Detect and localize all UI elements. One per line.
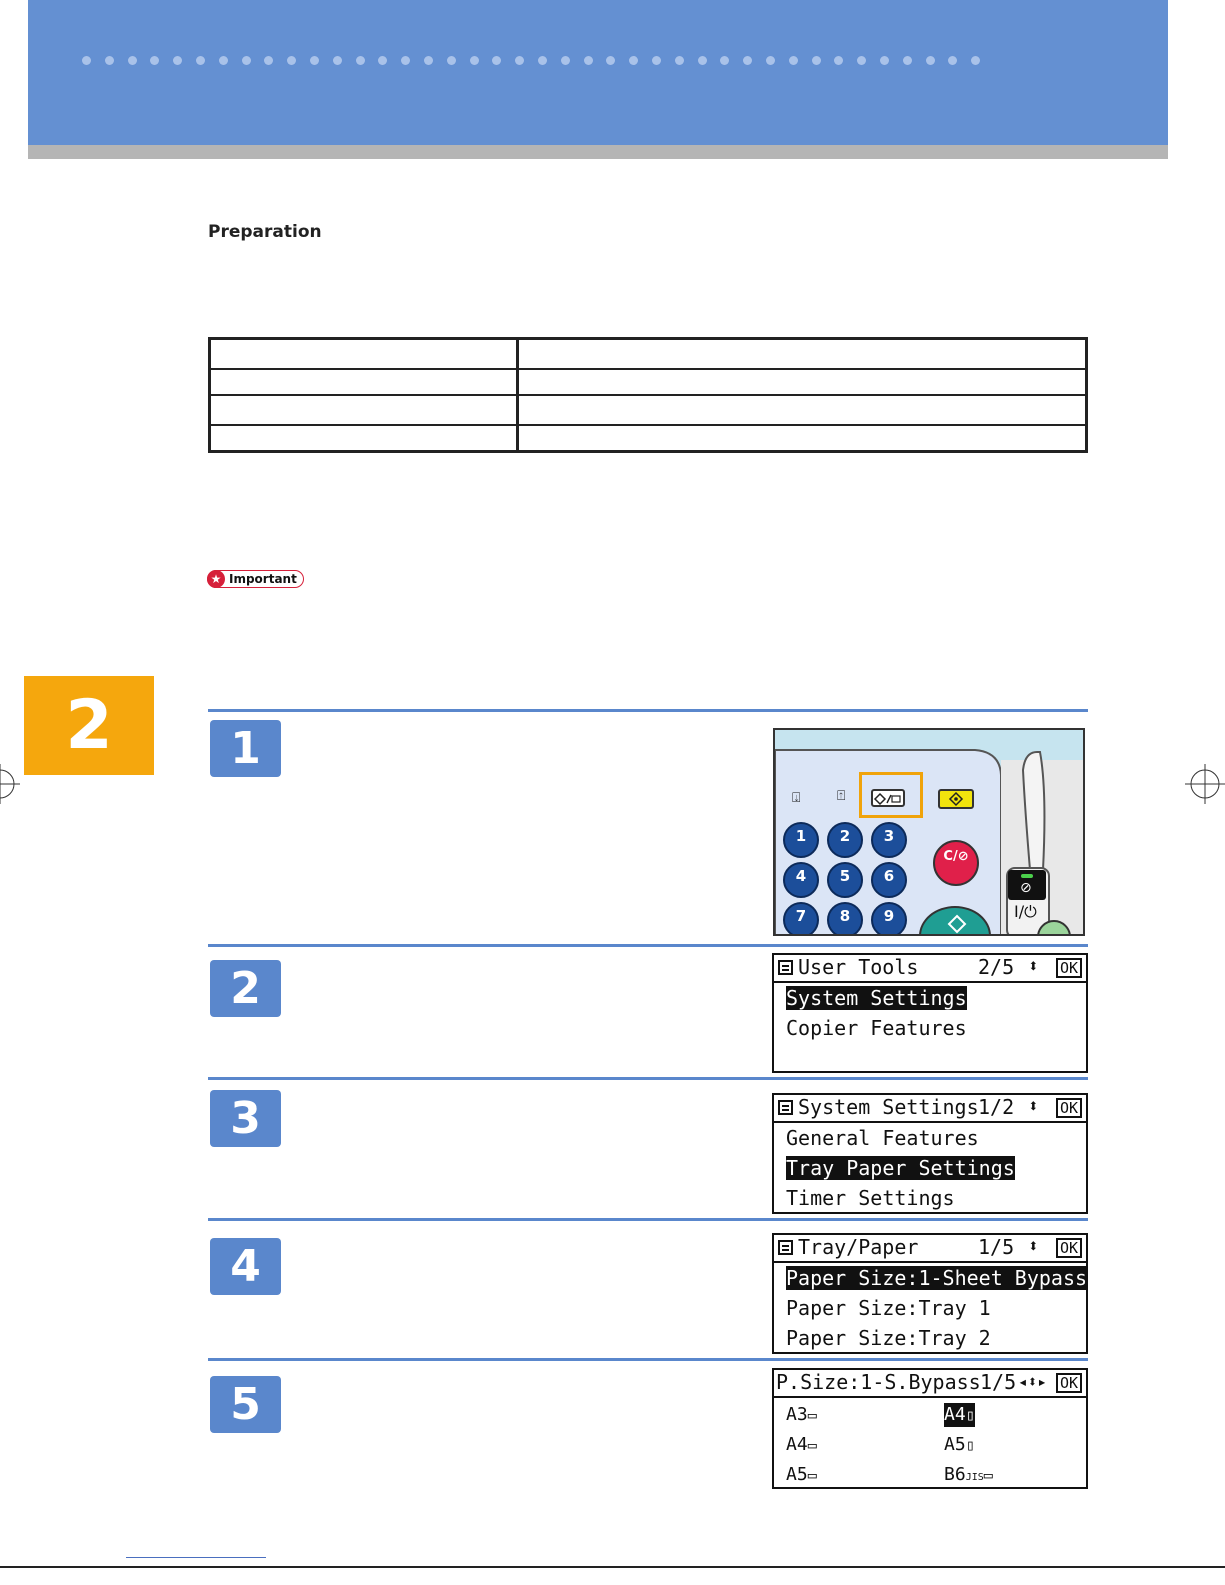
header-dot — [82, 56, 91, 65]
header-dot — [196, 56, 205, 65]
lcd-title-bar — [774, 1095, 1086, 1123]
up-down-arrow-icon: ⬍ — [1028, 956, 1039, 977]
header-dot — [971, 56, 980, 65]
header-dot — [834, 56, 843, 65]
header-dot — [447, 56, 456, 65]
lcd-page-indicator: 2/5 — [978, 955, 1015, 979]
header-dot — [926, 56, 935, 65]
keypad-key-1[interactable]: 1 — [783, 822, 819, 858]
header-dot — [401, 56, 410, 65]
keypad-key-3[interactable]: 3 — [871, 822, 907, 858]
lcd-page-indicator: 1/2 — [978, 1095, 1015, 1119]
size-label: B6 — [944, 1464, 966, 1485]
menu-icon — [778, 960, 793, 975]
header-dot — [242, 56, 251, 65]
size-option-a5-portrait[interactable] — [944, 1433, 975, 1457]
header-dot — [356, 56, 365, 65]
footer-link-underline — [126, 1557, 266, 1558]
portrait-paper-icon: ▯ — [965, 1436, 975, 1454]
header-dot — [789, 56, 798, 65]
header-dot — [561, 56, 570, 65]
menu-item-tray-paper-settings[interactable]: Tray Paper Settings — [786, 1156, 1015, 1180]
menu-item-timer-settings[interactable]: Timer Settings — [786, 1186, 955, 1210]
header-dot-row — [82, 56, 992, 68]
landscape-paper-icon: ▭ — [807, 1466, 817, 1484]
size-option-a4-landscape[interactable] — [786, 1433, 817, 1457]
four-way-arrow-icon: ◂⬍▸ — [1018, 1372, 1047, 1391]
header-dot — [128, 56, 137, 65]
user-tools-counter-key[interactable] — [871, 789, 905, 807]
header-dot — [743, 56, 752, 65]
header-dot — [219, 56, 228, 65]
header-dot — [264, 56, 273, 65]
header-dot — [675, 56, 684, 65]
lcd-title-bar — [774, 955, 1086, 983]
header-dot — [333, 56, 342, 65]
control-panel-illustration — [773, 728, 1085, 936]
table-row-divider — [211, 394, 1085, 396]
step-number-3: 3 — [210, 1090, 281, 1147]
step-number-1: 1 — [210, 720, 281, 777]
energy-saver-icon: ⊘ — [1020, 880, 1032, 896]
header-dot — [515, 56, 524, 65]
step-divider — [208, 1358, 1088, 1361]
up-down-arrow-icon: ⬍ — [1028, 1096, 1039, 1117]
step-number-4: 4 — [210, 1238, 281, 1295]
size-label: A5 — [786, 1464, 808, 1485]
step-number-5: 5 — [210, 1376, 281, 1433]
size-option-b6-jis-landscape[interactable] — [944, 1463, 993, 1490]
header-dot — [857, 56, 866, 65]
size-option-a4-portrait[interactable] — [944, 1403, 975, 1427]
check-modes-icon — [940, 791, 972, 807]
menu-item-system-settings[interactable]: System Settings — [786, 986, 967, 1010]
menu-item-copier-features[interactable]: Copier Features — [786, 1016, 967, 1040]
keypad-key-5[interactable]: 5 — [827, 862, 863, 898]
ok-key-indicator[interactable]: OK — [1056, 1098, 1082, 1118]
landscape-paper-icon: ▭ — [807, 1436, 817, 1454]
header-dot — [310, 56, 319, 65]
table-row-divider — [211, 424, 1085, 426]
size-option-a3-landscape[interactable] — [786, 1403, 817, 1427]
tray-in-icon: ⍗ — [792, 790, 801, 806]
step-number-2: 2 — [210, 960, 281, 1017]
jis-suffix: JIS — [965, 1472, 984, 1483]
table-column-divider — [516, 340, 519, 450]
important-label: Important — [229, 572, 297, 586]
clear-stop-label: C/⊘ — [943, 849, 969, 864]
step-divider — [208, 1077, 1088, 1080]
header-dot — [287, 56, 296, 65]
registration-mark-right — [1185, 764, 1225, 804]
start-key[interactable] — [919, 906, 991, 936]
header-dot — [948, 56, 957, 65]
preparation-table — [208, 337, 1088, 453]
header-dot — [538, 56, 547, 65]
lcd-title-bar — [774, 1370, 1086, 1398]
menu-icon — [778, 1240, 793, 1255]
menu-item-paper-size-tray-2[interactable]: Paper Size:Tray 2 — [786, 1326, 991, 1350]
menu-item-general-features[interactable]: General Features — [786, 1126, 979, 1150]
landscape-paper-icon: ▭ — [807, 1406, 817, 1424]
lcd-system-settings — [772, 1093, 1088, 1214]
header-dot — [606, 56, 615, 65]
landscape-paper-icon: ▭ — [983, 1466, 993, 1484]
header-dot — [629, 56, 638, 65]
lcd-tray-paper — [772, 1233, 1088, 1354]
step-divider — [208, 1218, 1088, 1221]
keypad-key-2[interactable]: 2 — [827, 822, 863, 858]
ok-key-indicator[interactable]: OK — [1056, 1238, 1082, 1258]
menu-item-paper-size-tray-1[interactable]: Paper Size:Tray 1 — [786, 1296, 991, 1320]
check-modes-key[interactable] — [938, 789, 974, 809]
lcd-page-indicator: 1/5 — [978, 1235, 1015, 1259]
menu-item-paper-size-bypass[interactable]: Paper Size:1-Sheet Bypass — [786, 1266, 1088, 1290]
lcd-user-tools — [772, 953, 1088, 1073]
registration-mark-left — [0, 764, 20, 804]
step-divider — [208, 944, 1088, 947]
header-dot — [880, 56, 889, 65]
header-shadow — [28, 145, 1168, 159]
energy-saver-indicator — [1021, 874, 1033, 878]
clear-stop-key[interactable] — [933, 840, 979, 886]
size-option-a5-landscape[interactable] — [786, 1463, 817, 1487]
header-dot — [584, 56, 593, 65]
up-down-arrow-icon: ⬍ — [1028, 1236, 1039, 1257]
header-dot — [105, 56, 114, 65]
portrait-paper-icon: ▯ — [965, 1406, 975, 1424]
footer-rule — [0, 1566, 1225, 1568]
ok-key-indicator[interactable]: OK — [1056, 1373, 1082, 1393]
header-dot — [652, 56, 661, 65]
header-dot — [470, 56, 479, 65]
lcd-bypass-paper-size — [772, 1368, 1088, 1489]
lcd-title: Tray/Paper — [798, 1235, 919, 1259]
table-row-divider — [211, 368, 1085, 370]
chapter-tab: 2 — [24, 676, 154, 775]
size-label: A4 — [944, 1404, 966, 1425]
header-dot — [492, 56, 501, 65]
header-band — [28, 0, 1168, 145]
size-label: A3 — [786, 1404, 808, 1425]
lcd-title: System Settings — [798, 1095, 979, 1119]
header-dot — [766, 56, 775, 65]
header-dot — [378, 56, 387, 65]
tray-out-icon: ⍐ — [837, 788, 846, 804]
keypad-key-9[interactable]: 9 — [871, 902, 907, 936]
header-dot — [812, 56, 821, 65]
keypad-key-7[interactable]: 7 — [783, 902, 819, 936]
start-icon — [921, 908, 993, 936]
star-icon: ★ — [207, 570, 225, 588]
ok-key-indicator[interactable]: OK — [1056, 958, 1082, 978]
header-dot — [173, 56, 182, 65]
power-label: I/⏻ — [1014, 902, 1037, 921]
keypad-key-4[interactable]: 4 — [783, 862, 819, 898]
keypad-key-8[interactable]: 8 — [827, 902, 863, 936]
numeric-keypad — [783, 822, 903, 936]
important-badge — [207, 570, 304, 588]
size-label: A5 — [944, 1434, 966, 1455]
energy-saver-key[interactable] — [1008, 870, 1046, 900]
menu-icon — [778, 1100, 793, 1115]
lcd-page-indicator: 1/5 — [980, 1370, 1017, 1394]
header-dot — [698, 56, 707, 65]
lcd-title: P.Size:1-S.Bypass — [776, 1370, 981, 1394]
step-divider — [208, 709, 1088, 712]
header-dot — [424, 56, 433, 65]
header-dot — [903, 56, 912, 65]
header-dot — [720, 56, 729, 65]
lcd-title-bar — [774, 1235, 1086, 1263]
header-dot — [150, 56, 159, 65]
user-tools-icon — [873, 792, 903, 806]
preparation-heading: Preparation — [208, 222, 322, 242]
lcd-title: User Tools — [798, 955, 919, 979]
size-label: A4 — [786, 1434, 808, 1455]
keypad-key-6[interactable]: 6 — [871, 862, 907, 898]
